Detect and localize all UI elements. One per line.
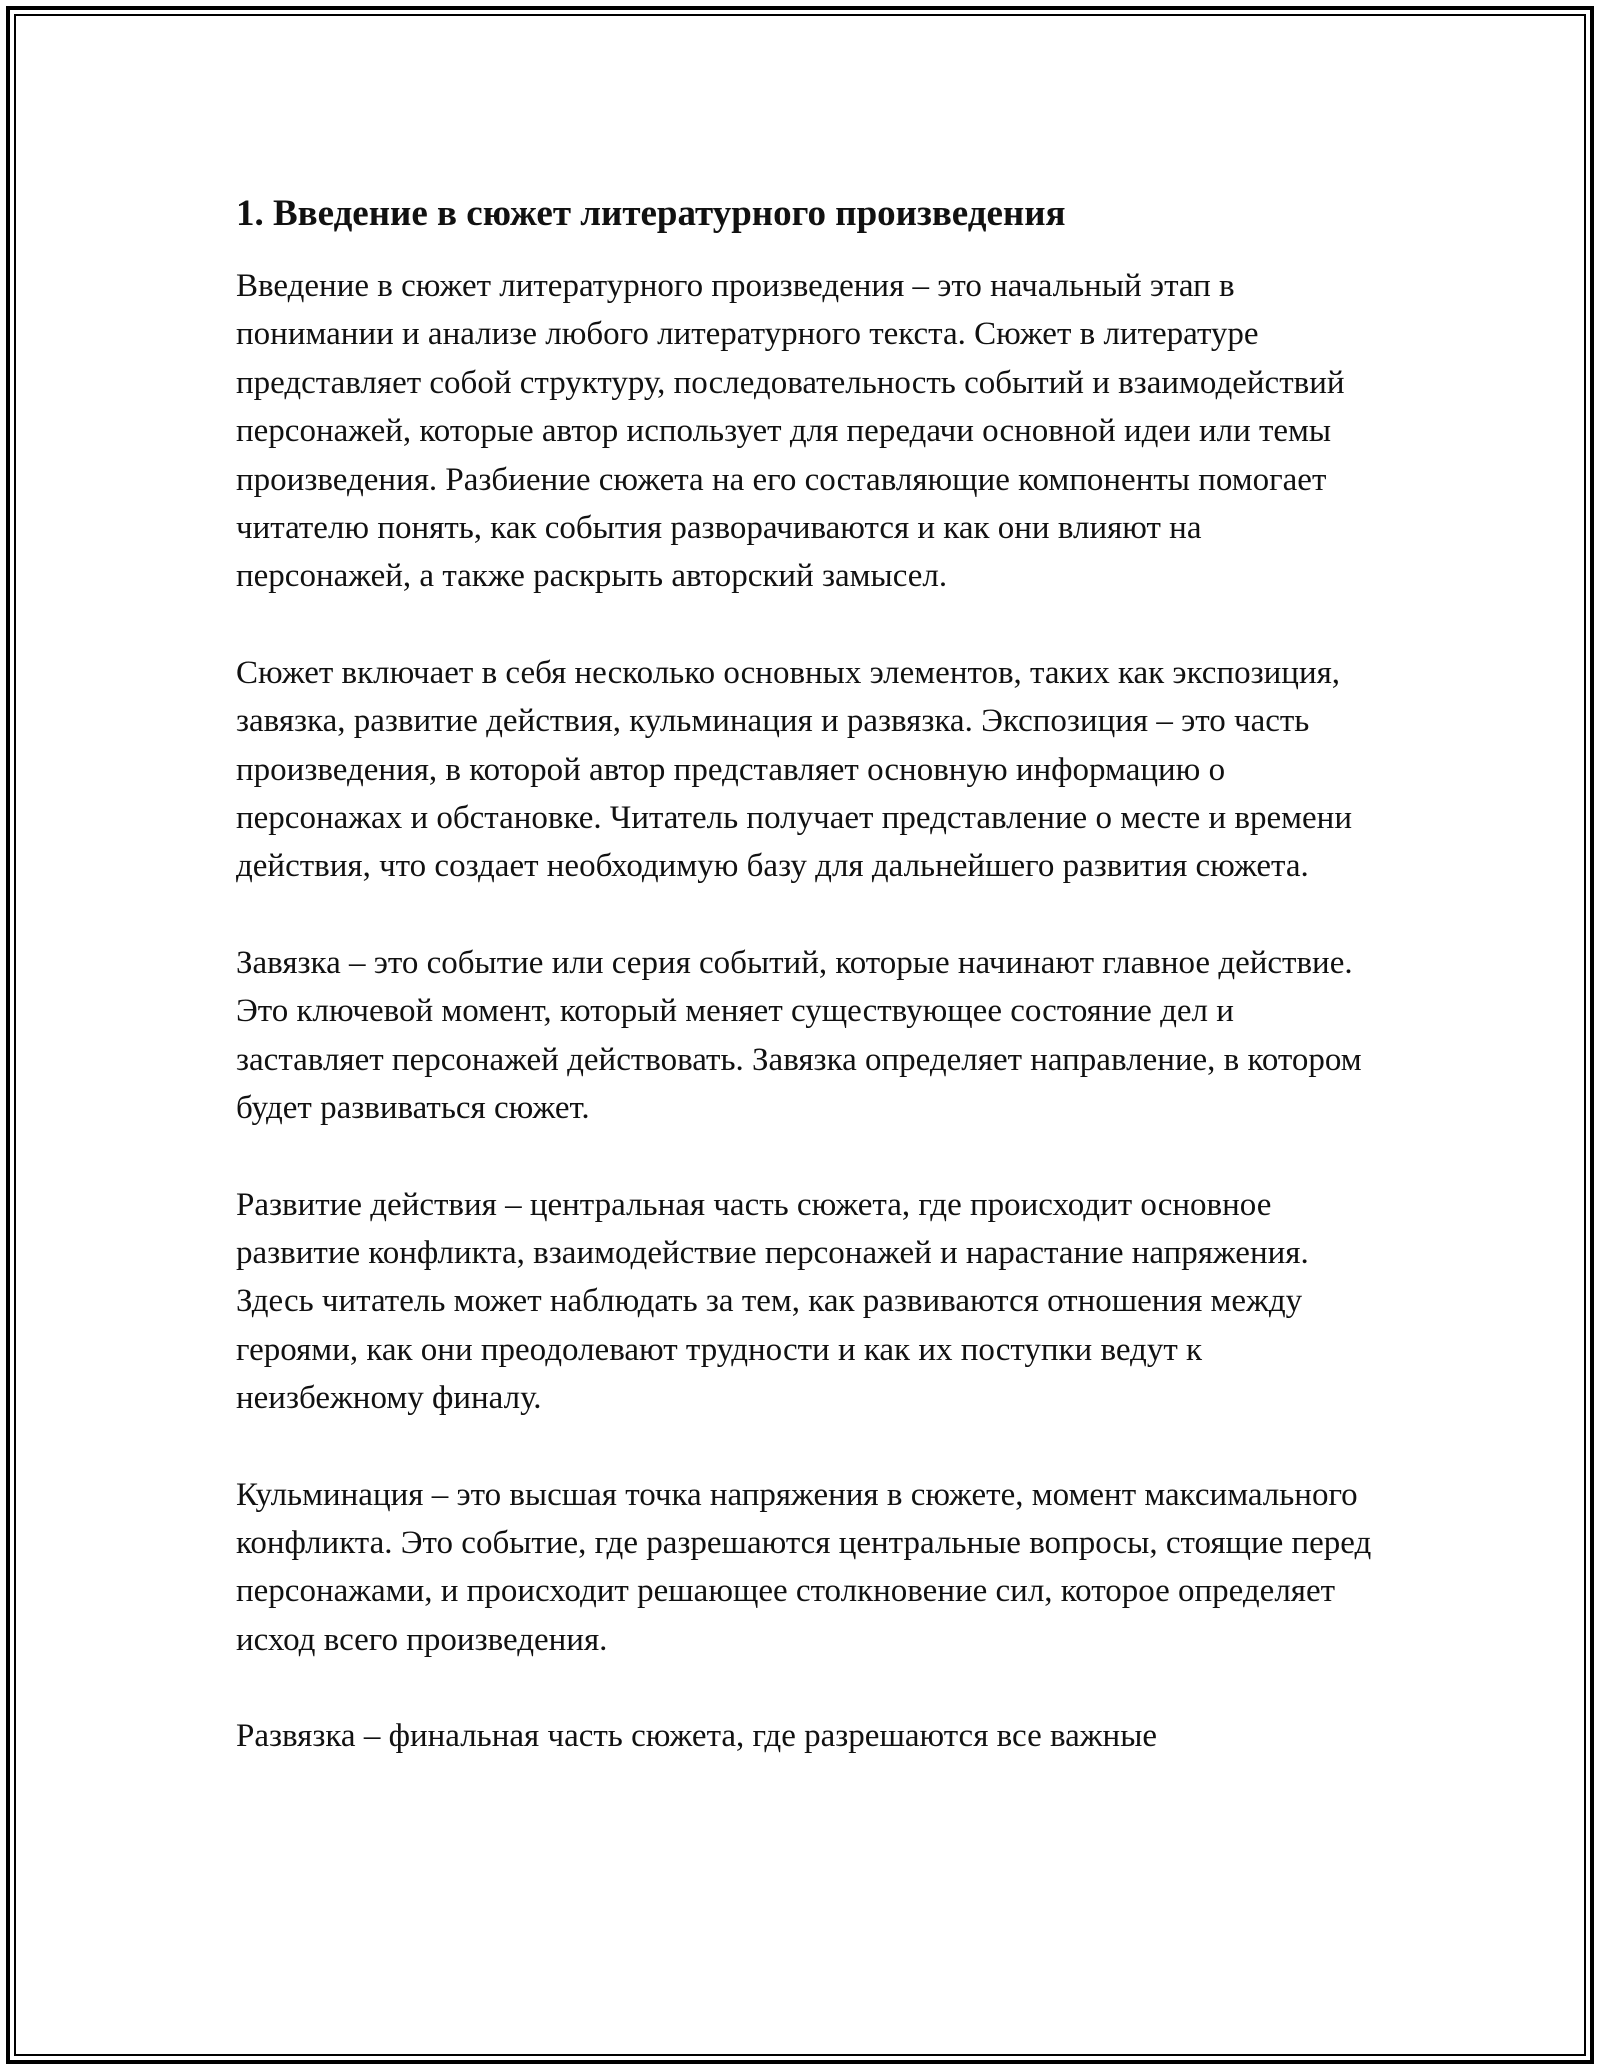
paragraph-introduction: Введение в сюжет литературного произведения – это начальный этап в понимании и анализе любого литературного текста. Сюжет в литературе представляет собой структуру, последовательность событий и взаимодействий персонажей, которые автор использует для передачи основной идеи или темы произведения. Разбиение сюжета на его составляющие компоненты помогает читателю понять, как события разворачиваются и как они влияют на персонажей, а также раскрыть авторский замысел. — [236, 268, 1345, 595]
paragraph-elements: Сюжет включает в себя несколько основных элементов, таких как экспозиция, завязка, развитие действия, кульминация и развязка. Экспозиция – это часть произведения, в которой автор представляет основную информацию о персонажах и обстановке. Читатель получает представление о месте и времени действия, что создает необходимую базу для дальнейшего развития сюжета. — [236, 654, 1353, 885]
document-body — [236, 186, 1376, 1809]
paragraph-exposition-tie: Завязка – это событие или серия событий, которые начинают главное действие. Это ключевой момент, который меняет существующее состояние дел и заставляет персонажей действовать. Завязка определяет направление, в котором будет развиваться сюжет. — [236, 944, 1362, 1127]
section-heading: 1. Введение в сюжет литературного произведения — [236, 193, 1066, 234]
paragraph-climax: Кульминация – это высшая точка напряжения в сюжете, момент максимального конфликта. Это событие, где разрешаются центральные вопросы, стоящие перед персонажами, и происходит решающее столкновение сил, которое определяет исход всего произведения. — [236, 1476, 1372, 1658]
paragraph-denouement: Развязка – финальная часть сюжета, где разрешаются все важные — [236, 1718, 1158, 1755]
paragraph-rising-action: Развитие действия – центральная часть сюжета, где происходит основное развитие конфликта, взаимодействие персонажей и нарастание напряжения. Здесь читатель может наблюдать за тем, как развиваются отношения между героями, как они преодолевают трудности и как их поступки ведут к неизбежному финалу. — [236, 1186, 1309, 1417]
